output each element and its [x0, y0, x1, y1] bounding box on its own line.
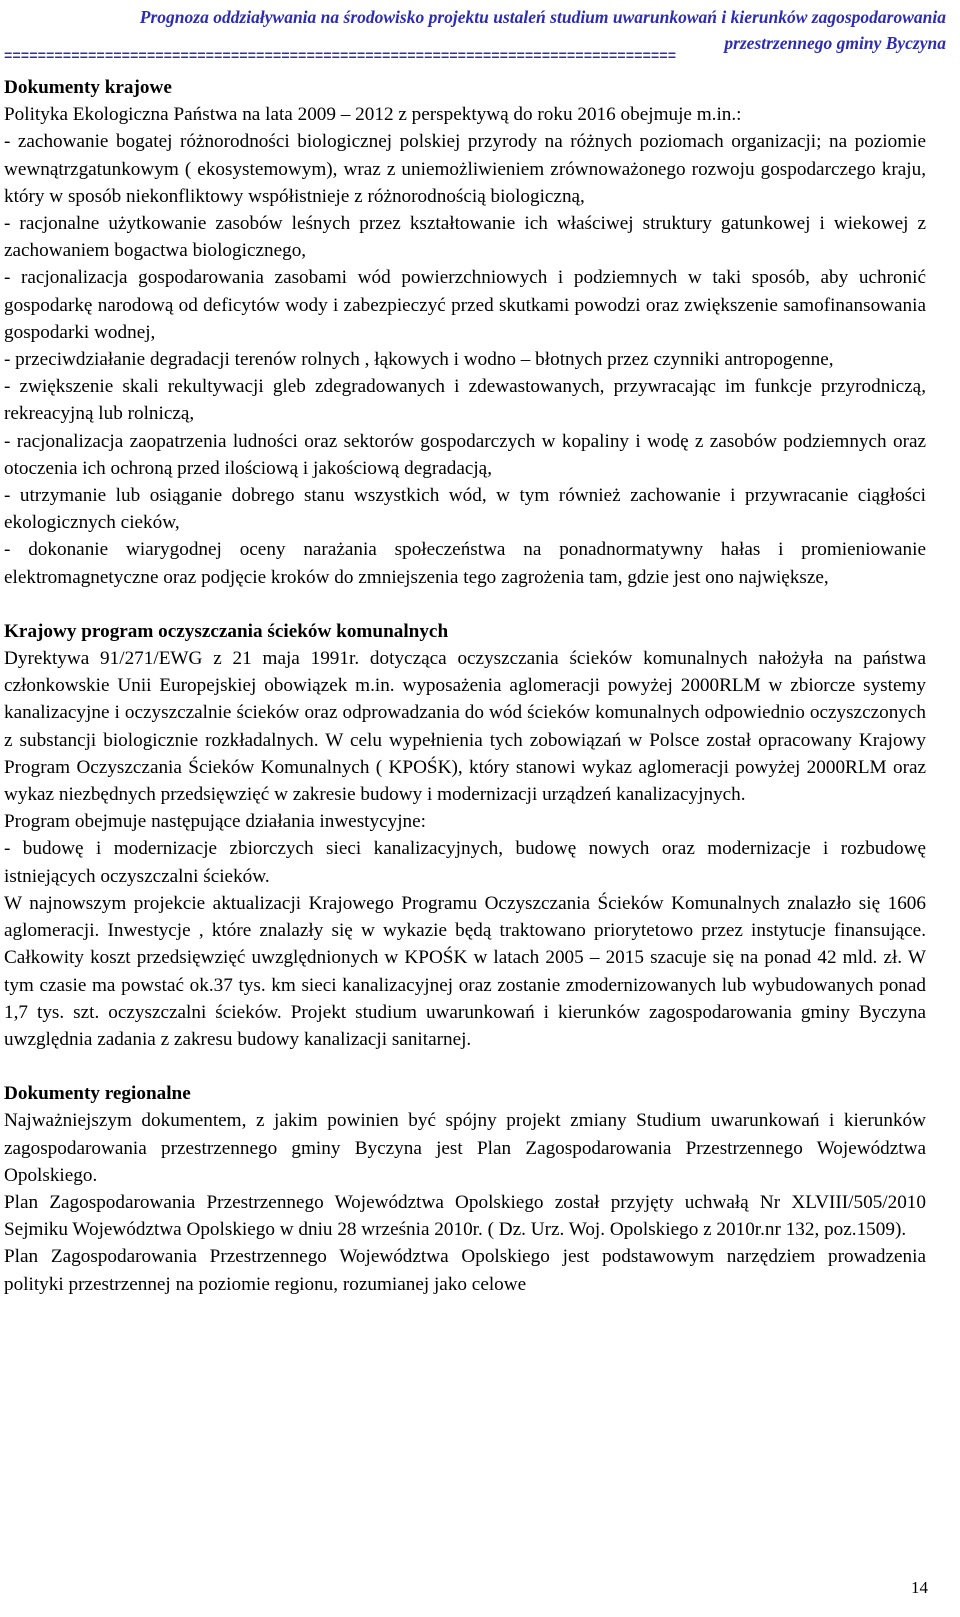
list-item: - zachowanie bogatej różnorodności biologicznej polskiej przyrody na różnych poziomach organizacji; na poziomie wewnątrzgatunkowym ( ekosystemowym), wraz z uniemożliwieniem zrównoważonego rozwoju gospodarczego kraju, który w sposób niekonfliktowy współistnieje z różnorodnością biologiczną,: [4, 131, 926, 207]
running-header-line1: Prognoza oddziaływania na środowisko projektu ustaleń studium uwarunkowań i kierunków zagospodarowania: [139, 7, 946, 27]
paragraph: Plan Zagospodarowania Przestrzennego Województwa Opolskiego został przyjęty uchwałą Nr XLVIII/505/2010 Sejmiku Województwa Opolskiego w dniu 28 września 2010r. ( Dz. Urz. Woj. Opolskiego z 2010r.nr 132, poz.1509).: [4, 1191, 926, 1241]
list-item: - zwiększenie skali rekultywacji gleb zdegradowanych i zdewastowanych, przywracając im funkcje przyrodniczą, rekreacyjną lub rolniczą,: [4, 376, 926, 425]
paragraph: W najnowszym projekcie aktualizacji Krajowego Programu Oczyszczania Ścieków Komunalnych znalazło się 1606 aglomeracji. Inwestycje , które znalazły się w wykazie będą traktowano priorytetowo przez instytucje finansujące. Całkowity koszt przedsięwzięć uwzględnionych w KPOŚK w latach 2005 – 2015 szacuje się na ponad 42 mld. zł. W tym czasie ma powstać ok.37 tys. km sieci kanalizacyjnej oraz zostanie zmodernizowanych lub wybudowanych ponad 1,7 tys. szt. oczyszczalni ścieków. Projekt studium uwarunkowań i kierunków zagospodarowania gminy Byczyna uwzględnia zadania z zakresu budowy kanalizacji sanitarnej.: [4, 892, 926, 1050]
section-heading: Dokumenty krajowe: [4, 77, 172, 98]
list-item: - utrzymanie lub osiąganie dobrego stanu wszystkich wód, w tym również zachowanie i przywracanie ciągłości ekologicznych cieków,: [4, 485, 926, 534]
section-regional-documents: [4, 1080, 926, 1298]
header-divider: ================================================================================: [4, 50, 677, 64]
section-heading: Dokumenty regionalne: [4, 1083, 191, 1105]
paragraph: Plan Zagospodarowania Przestrzennego Województwa Opolskiego jest podstawowym narzędziem prowadzenia polityki przestrzennej na poziomie regionu, rozumianej jako celowe: [4, 1246, 926, 1295]
list-item: - budowę i modernizacje zbiorczych sieci kanalizacyjnych, budowę nowych oraz modernizacje i rozbudowę istniejących oczyszczalni ścieków.: [4, 838, 926, 887]
list-item: - racjonalizacja gospodarowania zasobami wód powierzchniowych i podziemnych w taki sposób, aby uchronić gospodarkę narodową od deficytów wody i zabezpieczyć przed skutkami powodzi oraz zwiększenie samofinansowania gospodarki wodnej,: [4, 267, 926, 343]
running-header-line2: przestrzennego gminy Byczyna: [724, 33, 946, 53]
paragraph: Program obejmuje następujące działania inwestycyjne:: [4, 811, 426, 833]
list-item: - przeciwdziałanie degradacji terenów rolnych , łąkowych i wodno – błotnych przez czynniki antropogenne,: [4, 349, 834, 371]
list-item: - dokonanie wiarygodnej oceny narażania społeczeństwa na ponadnormatywny hałas i promieniowanie elektromagnetyczne oraz podjęcie kroków do zmniejszenia tego zagrożenia tam, gdzie jest ono największe,: [4, 539, 926, 588]
section-national-documents: [4, 74, 926, 591]
page-number: 14: [911, 1578, 928, 1597]
paragraph: Polityka Ekologiczna Państwa na lata 2009 – 2012 z perspektywą do roku 2016 obejmuje m.in.:: [4, 104, 742, 126]
document-body: [4, 74, 926, 1298]
paragraph: Najważniejszym dokumentem, z jakim powinien być spójny projekt zmiany Studium uwarunkowań i kierunków zagospodarowania przestrzennego gminy Byczyna jest Plan Zagospodarowania Przestrzennego Województwa Opolskiego.: [4, 1110, 926, 1186]
list-item: - racjonalizacja zaopatrzenia ludności oraz sektorów gospodarczych w kopaliny i wodę z zasobów podziemnych oraz otoczenia ich ochroną przed ilościową i jakościową degradacją,: [4, 430, 926, 479]
list-item: - racjonalne użytkowanie zasobów leśnych przez kształtowanie ich właściwej struktury gatunkowej i wiekowej z zachowaniem bogactwa biologicznego,: [4, 213, 926, 262]
paragraph: Dyrektywa 91/271/EWG z 21 maja 1991r. dotycząca oczyszczania ścieków komunalnych nałożyła na państwa członkowskie Unii Europejskiej obowiązek m.in. wyposażenia aglomeracji powyżej 2000RLM w zbiorcze systemy kanalizacyjne i oczyszczalnie ścieków oraz odprowadzania do wód ścieków komunalnych odpowiednio oczyszczonych z substancji biologicznie rozkładalnych. W celu wypełnienia tych zobowiązań w Polsce został opracowany Krajowy Program Oczyszczania Ścieków Komunalnych ( KPOŚK), który stanowi wykaz aglomeracji powyżej 2000RLM oraz wykaz niezbędnych przedsięwzięć w zakresie budowy i modernizacji urządzeń kanalizacyjnych.: [4, 648, 926, 806]
running-header: [60, 4, 946, 56]
section-heading: Krajowy program oczyszczania ścieków komunalnych: [4, 620, 449, 642]
section-wastewater-program: [4, 618, 926, 1053]
